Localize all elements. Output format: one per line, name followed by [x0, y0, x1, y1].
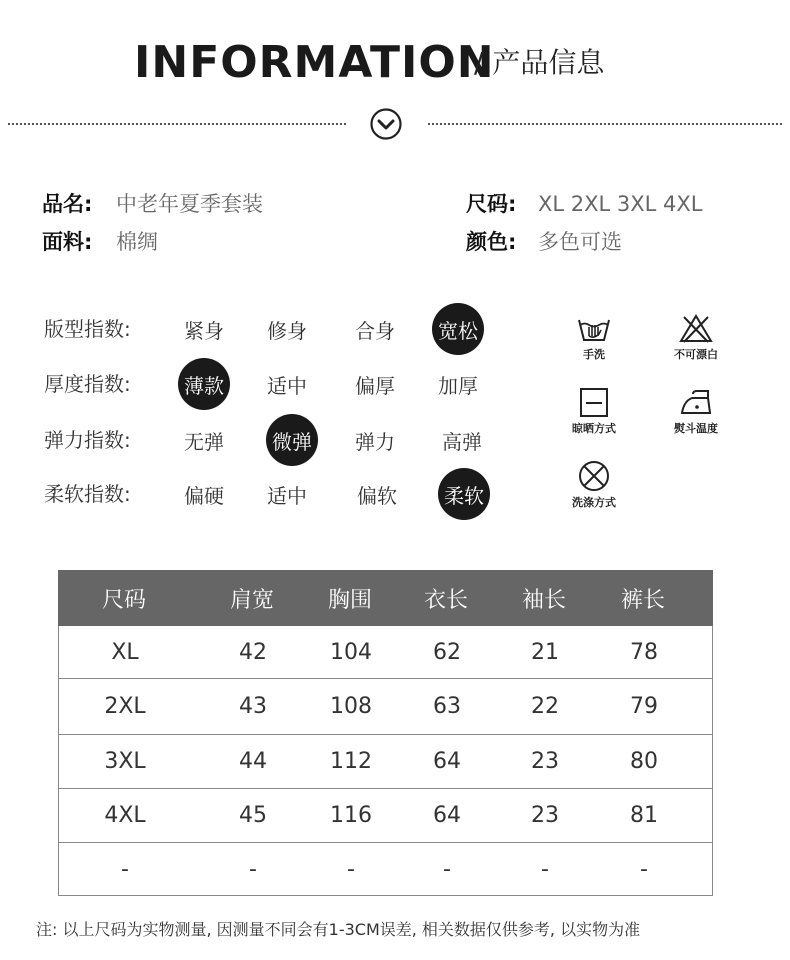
divider-left — [8, 123, 346, 125]
table-header — [58, 570, 713, 626]
index-option-selected: 柔软 — [438, 468, 490, 520]
table-cell: 78 — [630, 639, 658, 665]
hand-wash-icon — [577, 314, 611, 344]
index-option: 无弹 — [184, 429, 224, 454]
index-label: 柔软指数: — [44, 482, 131, 506]
table-cell: 108 — [330, 694, 372, 719]
table-cell: 81 — [630, 803, 658, 828]
page-subtitle: / 产品信息 — [474, 46, 605, 79]
table-cell: 43 — [239, 694, 267, 719]
index-option: 弹力 — [355, 429, 395, 454]
index-option: 高弹 — [442, 429, 482, 454]
size-label: 尺码: — [466, 192, 517, 216]
care-label: 手洗 — [583, 348, 605, 361]
table-cell: 23 — [531, 749, 559, 774]
index-option: 适中 — [267, 483, 307, 508]
table-header-cell: 胸围 — [327, 587, 372, 613]
color-label: 颜色: — [466, 230, 517, 254]
chevron-down-circle-icon — [369, 107, 403, 141]
table-cell: - — [640, 856, 648, 882]
care-no-wash — [559, 460, 629, 510]
table-cell: 62 — [433, 639, 461, 665]
index-option-selected: 薄款 — [178, 358, 230, 410]
index-label: 版型指数: — [44, 317, 131, 341]
page-title: INFORMATION — [134, 37, 495, 88]
size-value: XL 2XL 3XL 4XL — [538, 192, 703, 216]
index-label: 厚度指数: — [44, 372, 131, 396]
table-header-cell: 衣长 — [423, 587, 468, 613]
table-cell: 45 — [239, 803, 267, 828]
index-option-selected: 宽松 — [432, 303, 484, 355]
table-cell: 64 — [433, 749, 461, 774]
care-hand-wash — [559, 314, 629, 362]
color-value: 多色可选 — [538, 230, 622, 254]
table-cell: - — [121, 856, 129, 882]
table-cell: - — [541, 856, 549, 882]
table-cell: 21 — [531, 639, 559, 665]
table-cell: 4XL — [104, 803, 146, 828]
size-table — [58, 570, 713, 896]
care-label: 不可漂白 — [674, 348, 718, 361]
care-drying — [559, 388, 629, 436]
table-cell: - — [249, 856, 257, 882]
table-cell: 3XL — [104, 749, 146, 774]
table-cell: 80 — [630, 749, 658, 774]
table-cell: 22 — [531, 694, 559, 719]
table-row — [58, 843, 713, 896]
care-label: 熨斗温度 — [674, 422, 718, 435]
table-cell: 79 — [630, 694, 658, 719]
product-name-value: 中老年夏季套装 — [116, 192, 263, 216]
index-option: 合身 — [355, 318, 395, 343]
index-option: 加厚 — [438, 373, 478, 398]
divider-right — [428, 123, 782, 125]
iron-icon — [679, 388, 713, 418]
care-label: 晾晒方式 — [572, 422, 616, 435]
table-cell: 116 — [330, 803, 372, 828]
care-no-bleach — [661, 314, 731, 362]
index-option: 紧身 — [184, 318, 224, 343]
table-header-cell: 袖长 — [521, 587, 566, 613]
table-cell: 104 — [330, 639, 372, 665]
no-bleach-icon — [679, 314, 713, 344]
table-header-cell: 裤长 — [620, 587, 665, 613]
product-name-label: 品名: — [42, 192, 93, 216]
table-row — [58, 789, 713, 843]
fabric-value: 棉绸 — [116, 230, 158, 254]
size-note: 注: 以上尺码为实物测量, 因测量不同会有1-3CM误差, 相关数据仅供参考, 以实物为准 — [36, 920, 641, 939]
index-option: 偏厚 — [355, 373, 395, 398]
index-option: 偏硬 — [184, 483, 224, 508]
care-iron — [661, 388, 731, 436]
index-option: 修身 — [267, 318, 307, 343]
table-cell: 23 — [531, 803, 559, 828]
table-cell: - — [443, 856, 451, 882]
table-cell: 42 — [239, 639, 267, 665]
index-option-selected: 微弹 — [266, 414, 318, 466]
table-header-cell: 肩宽 — [229, 587, 274, 613]
table-cell: XL — [111, 639, 139, 665]
table-cell: 2XL — [104, 694, 146, 719]
fabric-label: 面料: — [42, 230, 93, 254]
index-option: 偏软 — [357, 483, 397, 508]
no-wash-icon — [577, 460, 611, 492]
table-cell: 112 — [330, 749, 372, 774]
index-label: 弹力指数: — [44, 428, 131, 452]
table-row — [58, 735, 713, 789]
table-row — [58, 626, 713, 679]
index-option: 适中 — [267, 373, 307, 398]
care-label: 洗涤方式 — [572, 496, 616, 509]
table-cell: 44 — [239, 749, 267, 774]
table-cell: 64 — [433, 803, 461, 828]
table-cell: - — [347, 856, 355, 882]
drying-icon — [577, 388, 611, 418]
table-header-cell: 尺码 — [101, 587, 146, 613]
table-cell: 63 — [433, 694, 461, 719]
table-row — [58, 679, 713, 735]
